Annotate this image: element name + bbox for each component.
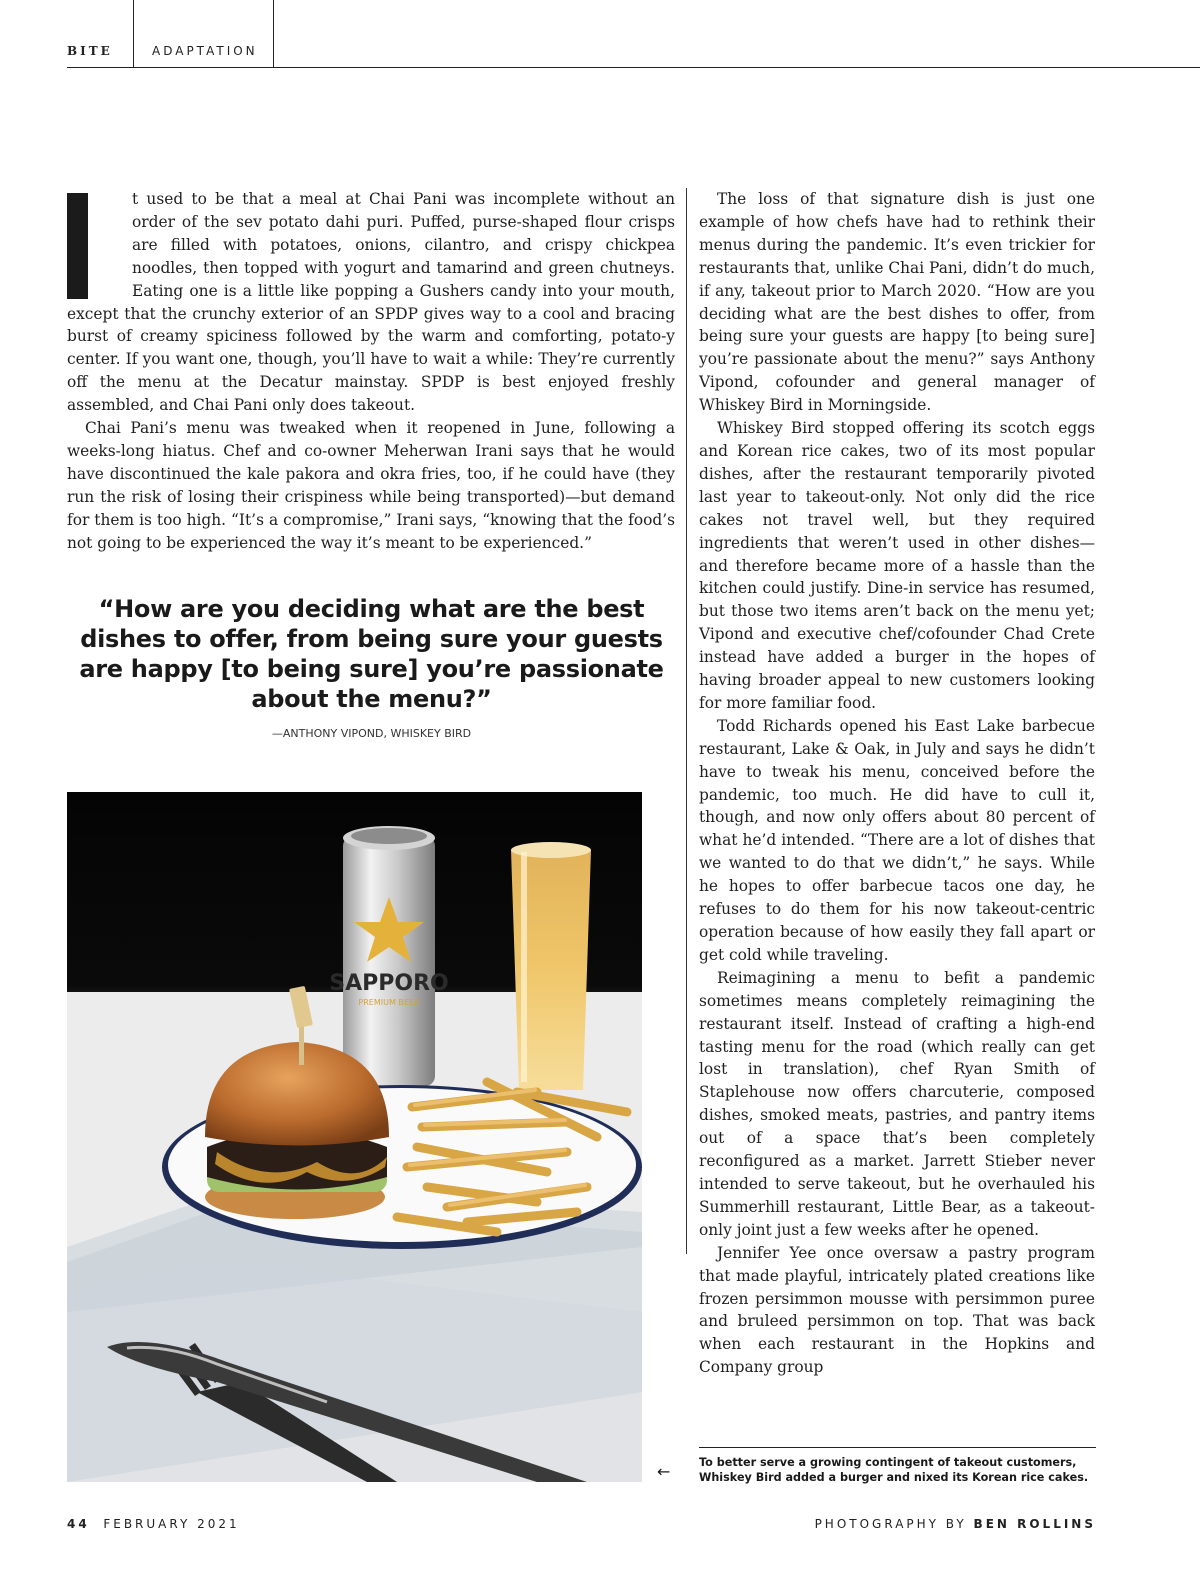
- header-divider: [273, 0, 274, 68]
- drop-cap-i: [67, 193, 88, 299]
- column-divider: [686, 188, 687, 1254]
- header-divider: [133, 0, 134, 68]
- right-column: [699, 188, 1095, 1379]
- burger-photo: [67, 792, 642, 1482]
- pull-quote-attribution: —ANTHONY VIPOND, WHISKEY BIRD: [271, 727, 472, 740]
- body-paragraph: The loss of that signature dish is just one example of how chefs have had to rethink their menus during the pandemic. It’s even trickier for restaurants that, unlike Chai Pani, didn’t do much, if any, takeout prior to March 2020. “How are you deciding what are the best dishes to offer, from being sure your guests are happy [to being sure] you’re passionate about the menu?” says Anthony Vipond, cofounder and general manager of Whiskey Bird in Morningside.: [699, 190, 1095, 415]
- can-subtext: PREMIUM BEER: [358, 998, 420, 1007]
- header-rule: [67, 67, 1200, 68]
- caption-arrow-icon: ←: [657, 1462, 671, 1481]
- page-number: 44: [67, 1517, 90, 1531]
- body-paragraph: Chai Pani’s menu was tweaked when it reopened in June, following a weeks-long hiatus. Chef and co-owner Meherwan Irani says that he would have discontinued the kale pakora and okra fries, too, if he could have (they run the risk of losing their crispiness while being transported)—but demand for them is too high. “It’s a compromise,” Irani says, “knowing that the food’s not going to be experienced the way it’s meant to be experienced.”: [67, 419, 675, 552]
- credit-label: PHOTOGRAPHY BY: [814, 1517, 967, 1531]
- body-paragraph: Whiskey Bird stopped offering its scotch eggs and Korean rice cakes, two of its most popular dishes, after the restaurant temporarily pivoted last year to takeout-only. Not only did the rice cakes not travel well, but they required ingredients that weren’t used in other dishes—and therefore became more of a hassle than the kitchen could justify. Dine-in service has resumed, but those two items aren’t back on the menu yet; Vipond and executive chef/cofounder Chad Crete instead have added a burger in the hopes of having broader appeal to new customers looking for more familiar food.: [699, 419, 1095, 712]
- body-paragraph: Reimagining a menu to befit a pandemic sometimes means completely reimagining the restaurant itself. Instead of crafting a high-end tasting menu for the road (which really can get lost in translation), chef Ryan Smith of Staplehouse now offers charcuterie, composed dishes, smoked meats, pastries, and pantry items out of a space that’s been completely reconfigured as a market. Jarrett Stieber never intended to serve takeout, but he overhauled his Summerhill restaurant, Little Bear, as a takeout-only joint just a few weeks after he opened.: [699, 968, 1095, 1239]
- body-paragraph: [67, 188, 675, 417]
- paragraph-text: t used to be that a meal at Chai Pani was incomplete without an order of the sev potato dahi puri. Puffed, purse-shaped flour crisps are filled with potatoes, onions, cilantro, and crispy chickpea noodles, then topped with yogurt and tamarind and green chutneys. Eating one is a little like popping a Gushers candy into your mouth, except that the crunchy exterior of an SPDP gives way to a cool and bracing burst of creamy spiciness followed by the warm and comforting, potato-y center. If you want one, though, you’ll have to wait a while: They’re currently off the menu at the Decatur mainstay. SPDP is best enjoyed freshly assembled, and Chai Pani only does takeout.: [67, 190, 675, 415]
- body-paragraph: Jennifer Yee once oversaw a pastry program that made playful, intricately plated creations like frozen persimmon mousse with persimmon puree and bruleed persimmon on top. That was back when each restaurant in the Hopkins and Company group: [699, 1243, 1095, 1377]
- caption-rule: [699, 1447, 1096, 1448]
- photo-credit: [815, 1517, 1096, 1531]
- left-column: [67, 188, 675, 555]
- body-paragraph: Todd Richards opened his East Lake barbecue restaurant, Lake & Oak, in July and says he didn’t have to tweak his menu, conceived before the pandemic, too much. He did have to cull it, though, and now only offers about 80 percent of what he’d intended. “There are a lot of dishes that we wanted to do that we didn’t,” he says. While he hopes to offer barbecue tacos one day, he refuses to do them for his now takeout-centric operation because of how easily they fall apart or get cold while traveling.: [699, 716, 1095, 964]
- photographer-name: BEN ROLLINS: [973, 1517, 1096, 1531]
- pull-quote: “How are you deciding what are the best dishes to offer, from being sure your guests are happy [to being sure] you’re passionate about the menu?”: [79, 595, 664, 713]
- issue-date: FEBRUARY 2021: [103, 1517, 240, 1531]
- can-brand-text: SAPPORO: [329, 971, 449, 996]
- folio: [67, 1517, 240, 1531]
- subsection-label: ADAPTATION: [152, 44, 258, 58]
- section-label: BITE: [67, 44, 113, 58]
- photo-caption: To better serve a growing contingent of takeout customers, Whiskey Bird added a burger and nixed its Korean rice cakes.: [699, 1456, 1089, 1484]
